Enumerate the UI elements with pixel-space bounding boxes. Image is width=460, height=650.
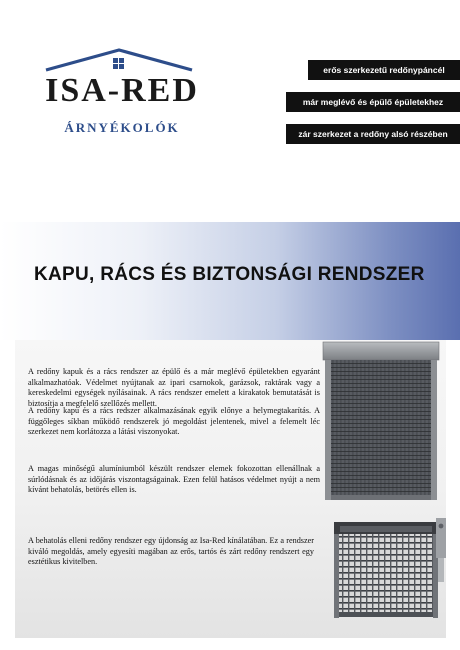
paragraph-usage: A redőny kapuk és a rács rendszer az épülő és a már meglévő épületekben egyaránt alkalmazhatóak. Védelmet nyújtanak az ipari csarnokok, garázsok, raktárak vagy a kereskedelmi egységek nyílásainak. A rács rendszer emelett a kirakatok bemutatását is biztosítja a megfelelő szellőzés mellett. bbox=[28, 367, 320, 408]
grid-shutter-photo bbox=[330, 512, 450, 622]
brand-logo bbox=[22, 48, 222, 148]
paragraph-novelty: A behatolás elleni redőny rendszer egy újdonság az Isa-Red kínálatában. Ez a rendszer kiváló megoldás, amely egyesíti magában az erős, tartós és zárt redőny rendszert egy esztétikus kivitelben. bbox=[28, 536, 314, 567]
paragraph-advantage: A redőny kapu és a rács redszer alkalmazásának egyik előnye a helymegtakarítás. A függőleges síkban működő rendszerek jó megoldást jelentenek, mivel a felemelt léc szerkezet nem korlátozza a látási viszonyokat. bbox=[28, 406, 320, 437]
paragraph-material: A magas minőségű alumíniumból készült rendszer elemek fokozottan ellenállnak a súrlódásnak és az időjárás viszontagságainak. Ezen felül hatásos védelmet nyújt a nem kívánt behatolás, betörés ellen is. bbox=[28, 464, 320, 495]
brand-subtitle: ÁRNYÉKOLÓK bbox=[64, 120, 180, 135]
house-roof-icon bbox=[44, 48, 194, 72]
page-title: KAPU, RÁCS ÉS BIZTONSÁGI RENDSZER bbox=[34, 264, 425, 285]
feature-tag-3: zár szerkezet a redőny alsó részében bbox=[286, 124, 460, 144]
feature-tag-2: már meglévő és épülő épületekhez bbox=[286, 92, 460, 112]
brand-name: ISA-RED bbox=[45, 72, 199, 109]
feature-tag-1: erős szerkezetű redőnypáncél bbox=[308, 60, 460, 80]
roller-shutter-photo bbox=[321, 340, 441, 504]
